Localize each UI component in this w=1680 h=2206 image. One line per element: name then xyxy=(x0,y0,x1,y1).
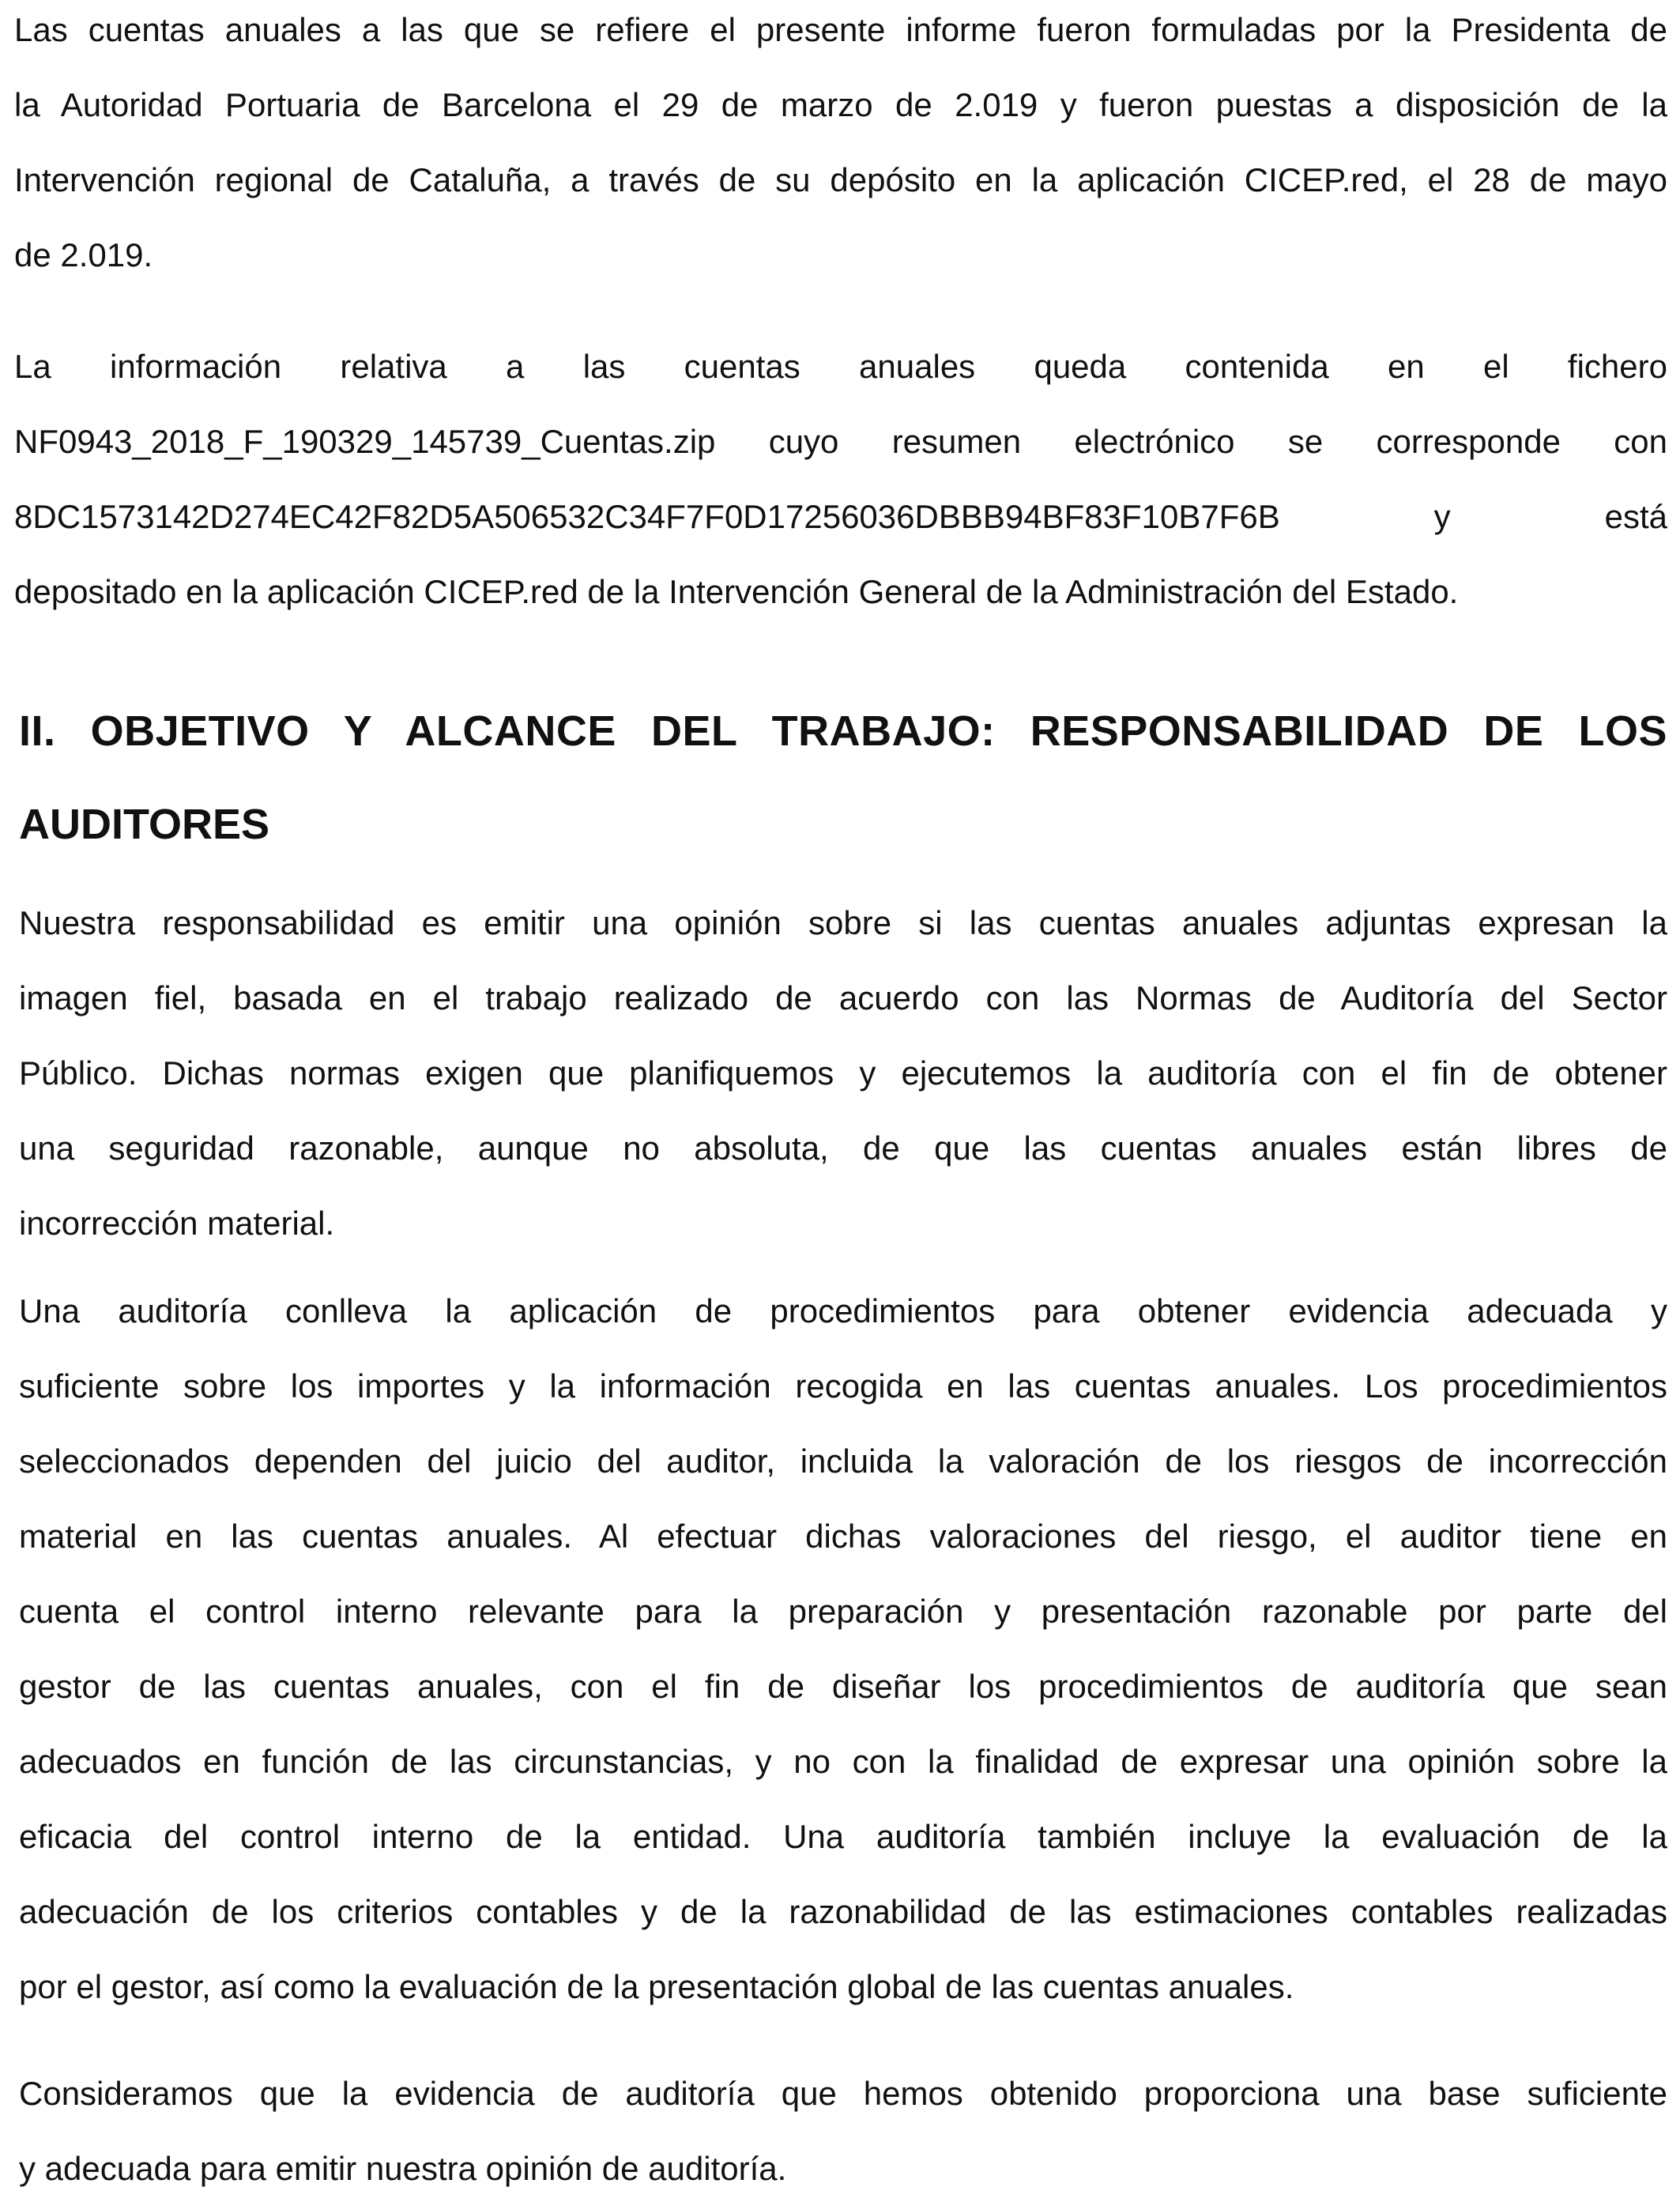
text-line: imagen fiel, basada en el trabajo realizado de acuerdo con las Normas de Auditoría del Sector xyxy=(19,979,1667,1016)
hash-line: 8DC1573142D274EC42F82D5A506532C34F7F0D17256036DBBB94BF83F10B7F6B y está xyxy=(14,498,1667,535)
text-line: eficacia del control interno de la entidad. Una auditoría también incluye la evaluación de la xyxy=(19,1818,1667,1855)
file-info-paragraph xyxy=(14,329,1667,629)
responsibility-paragraph xyxy=(19,885,1667,1261)
section-heading xyxy=(19,684,1667,871)
text-line: Consideramos que la evidencia de auditoría que hemos obtenido proporciona una base suficiente xyxy=(19,2075,1667,2112)
text-line: Público. Dichas normas exigen que planifiquemos y ejecutemos la auditoría con el fin de obtener xyxy=(19,1054,1667,1092)
text-line: y adecuada para emitir nuestra opinión de auditoría. xyxy=(19,2150,787,2187)
text-line: cuenta el control interno relevante para la preparación y presentación razonable por parte del xyxy=(19,1593,1667,1630)
text-line: Las cuentas anuales a las que se refiere el presente informe fueron formuladas por la Presidenta de xyxy=(14,11,1667,48)
heading-line: AUDITORES xyxy=(19,801,270,848)
text-line: Nuestra responsabilidad es emitir una opinión sobre si las cuentas anuales adjuntas expresan la xyxy=(19,904,1667,941)
text-line: adecuación de los criterios contables y de la razonabilidad de las estimaciones contables realizadas xyxy=(19,1893,1667,1930)
text-line: la Autoridad Portuaria de Barcelona el 29 de marzo de 2.019 y fueron puestas a disposición de la xyxy=(14,86,1667,123)
text-line: depositado en la aplicación CICEP.red de la Intervención General de la Administración del Estado. xyxy=(14,573,1459,610)
heading-line: II. OBJETIVO Y ALCANCE DEL TRABAJO: RESPONSABILIDAD DE LOS xyxy=(19,707,1667,755)
document-page xyxy=(14,0,1667,2206)
intro-paragraph xyxy=(14,0,1667,292)
text-line: seleccionados dependen del juicio del auditor, incluida la valoración de los riesgos de incorrección xyxy=(19,1442,1667,1480)
text-line: material en las cuentas anuales. Al efectuar dichas valoraciones del riesgo, el auditor tiene en xyxy=(19,1518,1667,1555)
text-line: Una auditoría conlleva la aplicación de procedimientos para obtener evidencia adecuada y xyxy=(19,1292,1667,1329)
audit-procedures-paragraph xyxy=(19,1273,1667,2024)
text-line: incorrección material. xyxy=(19,1205,335,1242)
text-line: Intervención regional de Cataluña, a través de su depósito en la aplicación CICEP.red, el 28 de mayo xyxy=(14,161,1667,198)
text-line: suficiente sobre los importes y la información recogida en las cuentas anuales. Los procedimientos xyxy=(19,1367,1667,1405)
text-line: de 2.019. xyxy=(14,236,153,273)
text-line: una seguridad razonable, aunque no absoluta, de que las cuentas anuales están libres de xyxy=(19,1129,1667,1167)
text-line: La información relativa a las cuentas anuales queda contenida en el fichero xyxy=(14,348,1667,385)
text-line: por el gestor, así como la evaluación de la presentación global de las cuentas anuales. xyxy=(19,1968,1294,2005)
text-line: NF0943_2018_F_190329_145739_Cuentas.zip cuyo resumen electrónico se corresponde con xyxy=(14,423,1667,460)
conclusion-paragraph xyxy=(19,2056,1667,2206)
text-line: gestor de las cuentas anuales, con el fin de diseñar los procedimientos de auditoría que sean xyxy=(19,1668,1667,1705)
text-line: adecuados en función de las circunstancias, y no con la finalidad de expresar una opinión sobre la xyxy=(19,1743,1667,1780)
